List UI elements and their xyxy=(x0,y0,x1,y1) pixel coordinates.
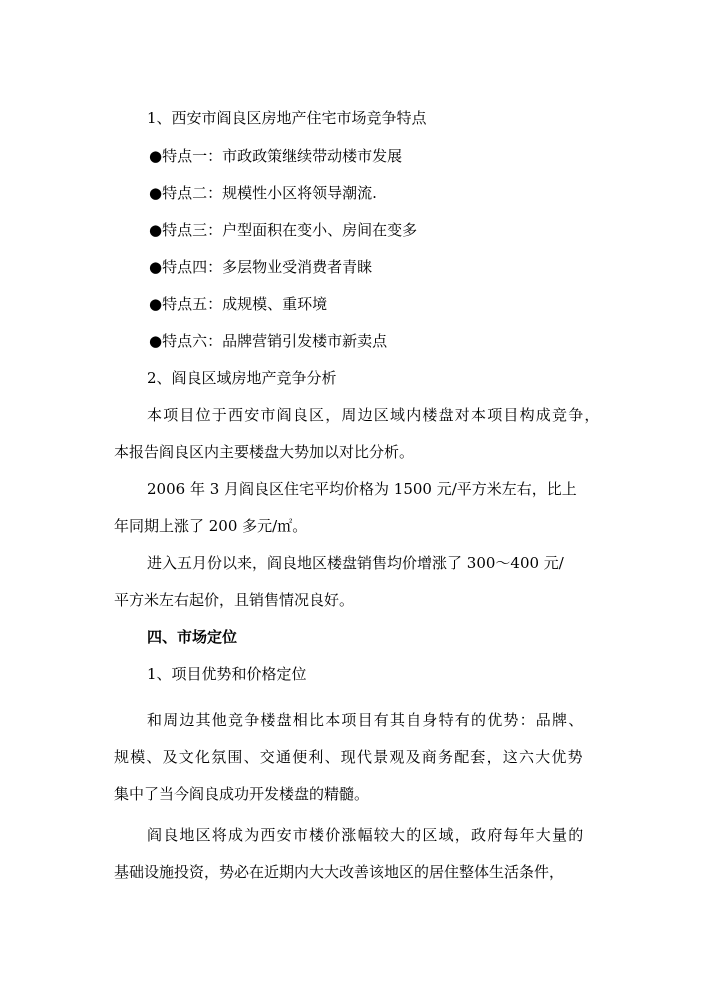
feature-item-3: ●特点三：户型面积在变小、房间在变多 xyxy=(149,221,418,239)
chapter-heading-market-positioning: 四、市场定位 xyxy=(147,628,238,646)
paragraph-line: 集中了当今阎良成功开发楼盘的精髓。 xyxy=(114,785,370,803)
paragraph-line: 年同期上涨了 200 多元/㎡。 xyxy=(114,517,308,535)
paragraph-line: 本项目位于西安市阎良区，周边区域内楼盘对本项目构成竞争， xyxy=(147,406,601,424)
feature-item-1: ●特点一：市政政策继续带动楼市发展 xyxy=(149,147,403,165)
section-heading-competition-features: 1、西安市阎良区房地产住宅市场竞争特点 xyxy=(147,109,427,127)
paragraph-line: 进入五月份以来，阎良地区楼盘销售均价增涨了 300～400 元/ xyxy=(147,554,564,572)
paragraph-line: 本报告阎良区内主要楼盘大势加以对比分析。 xyxy=(114,443,415,461)
paragraph-line: 2006 年 3 月阎良区住宅平均价格为 1500 元/平方米左右，比上 xyxy=(147,480,577,498)
feature-item-5: ●特点五：成规模、重环境 xyxy=(149,295,328,313)
paragraph-line: 和周边其他竞争楼盘相比本项目有其自身特有的优势：品牌、 xyxy=(147,711,585,729)
feature-item-4: ●特点四：多层物业受消费者青睐 xyxy=(149,258,373,276)
paragraph-line: 规模、及文化氛围、交通便利、现代景观及商务配套，这六大优势 xyxy=(114,748,584,766)
section-heading-competition-analysis: 2、阎良区域房地产竞争分析 xyxy=(147,369,337,387)
paragraph-line: 阎良地区将成为西安市楼价涨幅较大的区域，政府每年大量的 xyxy=(147,826,585,844)
feature-item-6: ●特点六：品牌营销引发楼市新卖点 xyxy=(149,332,388,350)
paragraph-line: 基础设施投资，势必在近期内大大改善该地区的居住整体生活条件， xyxy=(114,863,565,881)
subsection-heading-advantages-pricing: 1、项目优势和价格定位 xyxy=(147,665,307,683)
paragraph-line: 平方米左右起价，且销售情况良好。 xyxy=(114,591,355,609)
feature-item-2: ●特点二：规模性小区将领导潮流. xyxy=(149,184,377,202)
